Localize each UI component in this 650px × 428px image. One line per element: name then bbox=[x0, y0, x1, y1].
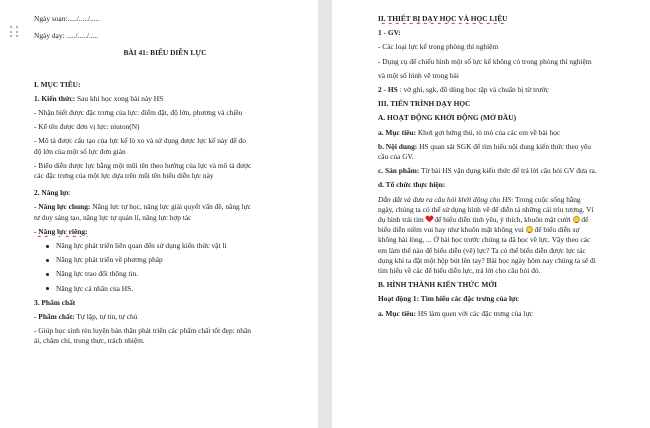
hs-line bbox=[378, 85, 636, 95]
d-organization-label: d. Tổ chức thực hiện: bbox=[378, 180, 446, 190]
d-para-6: em làm thế nào để biểu diễn (vẽ) lực? Ta có thể biểu diễn được lực tác bbox=[378, 245, 586, 255]
d-para-8: tìm hiểu về các để biểu diễn lực, trả lời cho câu hỏi đó. bbox=[378, 266, 541, 276]
knowledge-line-1: - Nhận biết được đặc trưng của lực: điểm đặt, độ lớn, phương và chiều bbox=[34, 108, 243, 118]
activity-b-title: B. HÌNH THÀNH KIẾN THỨC MỚI bbox=[378, 280, 497, 290]
d-para-4b: để biểu diễn sự bbox=[532, 225, 580, 235]
specific-item-1: Năng lực phát triển liên quan đến sử dụng kiến thức vật lí bbox=[34, 241, 296, 251]
gv-line-2b: và một số hình vẽ trong bài bbox=[378, 70, 459, 80]
specific-ability-label bbox=[34, 227, 296, 237]
specific-item-3: Năng lực trao đổi thông tin. bbox=[34, 269, 296, 279]
a-objective bbox=[378, 128, 636, 138]
knowledge-text: Sau khi học xong bài này HS bbox=[75, 93, 164, 103]
d-para-1: : Trong cuộc sống hằng bbox=[511, 194, 581, 204]
quality-text: Tự lập, tự tin, tự chủ bbox=[74, 312, 138, 322]
c-product bbox=[378, 166, 636, 176]
knowledge-line-4b: các đặc trưng của một lực dựa trên mũi tên biểu diễn lực này bbox=[34, 171, 214, 181]
d-para-5: không hài lòng, ... Ở bài học trước chúng ta đã học về lực. Vậy theo các bbox=[378, 235, 591, 245]
b-content bbox=[378, 142, 636, 152]
knowledge-line-3b: độ lớn của một số lực đơn giản bbox=[34, 146, 126, 156]
page-left-content bbox=[34, 10, 296, 347]
quality-title: 3. Phẩm chất bbox=[34, 297, 76, 307]
gv-label: 1 - GV: bbox=[378, 28, 401, 38]
gv-line-2a: - Dụng cụ để chiếu hình một số lực kế không có trong phòng thí nghiệm bbox=[378, 56, 592, 66]
general-ability-label: - Năng lực chung: bbox=[34, 202, 91, 212]
d-para-3c: để bbox=[579, 215, 589, 225]
knowledge-heading bbox=[34, 94, 296, 104]
activity-1-objective-text: HS làm quen với các đặc trưng của lực bbox=[415, 308, 533, 318]
knowledge-line-2: - Kể tên được đơn vị lực: niuton(N) bbox=[34, 122, 140, 132]
quality-label: - Phẩm chất: bbox=[34, 312, 75, 322]
quality-heading bbox=[34, 312, 296, 322]
heart-icon bbox=[426, 216, 433, 223]
specific-item-2: Năng lực phát triển về phương pháp bbox=[34, 255, 296, 265]
a-objective-text: Khơi gợi hứng thú, tò mò của các em về bài học bbox=[415, 127, 561, 137]
d-para-3b: để biểu diễn tình yêu, ý thích, khuôn mặt cười bbox=[432, 215, 573, 225]
quality-line-b: ái, chăm chỉ, trung thực, trách nhiệm. bbox=[34, 336, 145, 346]
b-content-text-b: cầu của GV. bbox=[378, 152, 414, 162]
d-para-3a: dụ hình trái tim bbox=[378, 215, 426, 225]
activity-1-objective bbox=[378, 309, 636, 319]
general-ability-text-b: tư duy sáng tạo, năng lực tự quản lí, năng lực hợp tác bbox=[34, 212, 192, 222]
page-right-content bbox=[378, 10, 636, 319]
knowledge-line-4a: - Biểu diễn được lực bằng một mũi tên theo hướng của lực và mô tả được bbox=[34, 160, 252, 170]
general-ability-text-a: Năng lực tự học, năng lực giải quyết vấn đề, năng lực bbox=[90, 202, 251, 212]
d-para-4a: biểu diễn niềm vui hay như khuôn mặt không vui bbox=[378, 225, 526, 235]
d-intro-italic: Dẫn dắt và đưa ra câu hỏi khởi động cho HS bbox=[378, 194, 512, 204]
document-page-right bbox=[332, 0, 650, 428]
section-equipment-title-text: II. THIẾT BỊ DẠY HỌC VÀ HỌC LIỆU bbox=[378, 14, 508, 23]
d-para-2: ngày, chúng ta có thể sử dụng hình vẽ để diễn tả những cái trìu tượng. Ví bbox=[378, 204, 594, 214]
general-ability bbox=[34, 202, 296, 212]
date-taught: Ngày dạy: ...../...../..... bbox=[34, 31, 99, 41]
quality-line-a: - Giúp học sinh rèn luyện bản thân phát triển các phẩm chất tốt đẹp: nhân bbox=[34, 326, 251, 336]
b-content-label: b. Nội dung: bbox=[378, 141, 418, 151]
knowledge-label: 1. Kiến thức: bbox=[34, 93, 76, 103]
d-para-7: dụng khi ta đặt một hộp bút lên tay? Bài học ngày hôm nay chúng ta sẽ đi bbox=[378, 255, 596, 265]
a-objective-label: a. Mục tiêu: bbox=[378, 127, 416, 137]
d-para-line-3 bbox=[378, 215, 636, 225]
d-para-line-4 bbox=[378, 225, 636, 235]
activity-1-objective-label: a. Mục tiêu: bbox=[378, 308, 416, 318]
hs-text: : vở ghi, sgk, đồ dùng học tập và chuẩn bị từ trước bbox=[397, 85, 549, 95]
specific-item-4: Năng lực cá nhân của HS. bbox=[34, 284, 296, 294]
c-product-text: Từ bài HS vận dụng kiến thức để trả lời câu hỏi GV đưa ra. bbox=[419, 166, 597, 176]
d-para-line-1 bbox=[378, 195, 636, 205]
document-page-left bbox=[0, 0, 318, 428]
gv-line-1: - Các loại lực kế trong phòng thí nghiệm bbox=[378, 42, 499, 52]
knowledge-line-3a: - Mô tả được cấu tạo của lực kế lò xo và sử dụng được lực kế này để đo bbox=[34, 136, 246, 146]
hs-label: 2 - HS bbox=[378, 85, 398, 95]
section-process-title: III. TIẾN TRÌNH DẠY HỌC bbox=[378, 99, 471, 109]
activity-1-title: Hoạt động 1: Tìm hiểu các đặc trưng của lực bbox=[378, 294, 519, 304]
specific-ability-label-text: - Năng lực riêng: bbox=[34, 226, 88, 236]
section-objectives-title: I. MỤC TIÊU: bbox=[34, 79, 81, 89]
date-composed: Ngày soạn:...../...../..... bbox=[34, 14, 100, 23]
page-gap bbox=[318, 0, 332, 428]
smiling-face-icon bbox=[573, 216, 580, 223]
c-product-label: c. Sản phẩm: bbox=[378, 166, 420, 176]
unhappy-face-icon bbox=[526, 226, 533, 233]
b-content-text-a: HS quan sát SGK để tìm hiểu nội dung kiến thức theo yêu bbox=[417, 141, 591, 151]
activity-a-title: A. HOẠT ĐỘNG KHỞI ĐỘNG (MỞ ĐẦU) bbox=[378, 113, 517, 123]
lesson-title: BÀI 41: BIỂU DIỄN LỰC bbox=[123, 48, 207, 58]
section-equipment-title bbox=[378, 14, 636, 24]
drag-handle-icon[interactable] bbox=[10, 26, 20, 38]
ability-title: 2. Năng lực bbox=[34, 188, 70, 198]
